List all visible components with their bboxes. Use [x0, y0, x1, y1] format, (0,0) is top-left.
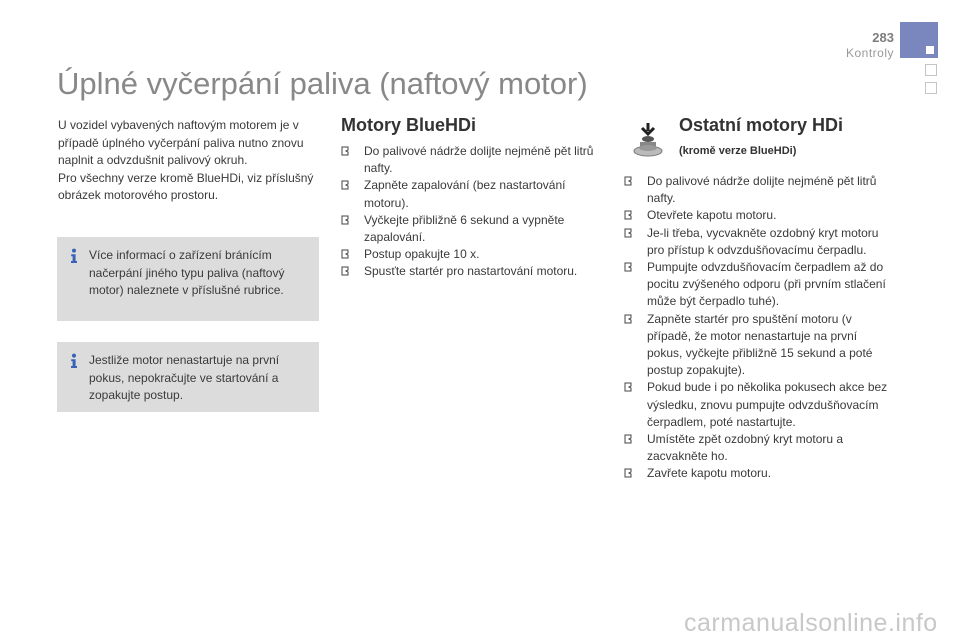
list-item: Zapněte zapalování (bez nastartování motoru).	[341, 177, 606, 211]
info-text: Více informací o zařízení bránícím načerpání jiného typu paliva (naftový motor) naleznete v příslušné rubrice.	[89, 248, 285, 297]
list-item: Do palivové nádrže dolijte nejméně pět litrů nafty.	[624, 173, 892, 207]
pointing-hand-bullet-icon	[341, 180, 350, 190]
pointing-hand-bullet-icon	[624, 176, 633, 186]
info-icon	[66, 248, 82, 264]
list-item: Postup opakujte 10 x.	[341, 246, 606, 263]
other-hdi-subheading: (kromě verze BlueHDi)	[679, 145, 797, 157]
other-hdi-heading: Ostatní motory HDi	[679, 115, 844, 135]
info-icon	[66, 353, 82, 369]
other-hdi-steps	[624, 173, 892, 483]
list-item: Do palivové nádrže dolijte nejméně pět litrů nafty.	[341, 143, 606, 177]
list-item: Umístěte zpět ozdobný kryt motoru a zacvakněte ho.	[624, 431, 892, 465]
section-tab[interactable]	[925, 64, 937, 76]
pointing-hand-bullet-icon	[624, 262, 633, 272]
intro-paragraph: Pro všechny verze kromě BlueHDi, viz příslušný obrázek motorového prostoru.	[58, 170, 314, 202]
list-item: Zavřete kapotu motoru.	[624, 465, 892, 482]
pointing-hand-bullet-icon	[341, 146, 350, 156]
pointing-hand-bullet-icon	[624, 314, 633, 324]
pointing-hand-bullet-icon	[624, 434, 633, 444]
page-number: 283	[872, 30, 894, 45]
pointing-hand-bullet-icon	[624, 382, 633, 392]
section-tab[interactable]	[925, 82, 937, 94]
list-item: Otevřete kapotu motoru.	[624, 207, 892, 224]
list-item: Je-li třeba, vycvakněte ozdobný kryt motoru pro přístup k odvzdušňovacímu čerpadlu.	[624, 225, 892, 259]
pointing-hand-bullet-icon	[624, 228, 633, 238]
bluehdi-heading: Motory BlueHDi	[341, 115, 476, 135]
pointing-hand-bullet-icon	[341, 215, 350, 225]
info-box	[57, 342, 319, 412]
pointing-hand-bullet-icon	[341, 249, 350, 259]
section-name: Kontroly	[845, 46, 894, 60]
page-title: Úplné vyčerpání paliva (naftový motor)	[57, 66, 588, 101]
priming-pump-icon	[632, 122, 664, 158]
list-item: Spusťte startér pro nastartování motoru.	[341, 263, 606, 280]
list-item: Vyčkejte přibližně 6 sekund a vypněte zapalování.	[341, 212, 606, 246]
info-text: Jestliže motor nenastartuje na první pokus, nepokračujte ve startování a zopakujte postup.	[89, 353, 280, 402]
info-box	[57, 237, 319, 321]
pointing-hand-bullet-icon	[341, 266, 350, 276]
pointing-hand-bullet-icon	[624, 210, 633, 220]
list-item: Pumpujte odvzdušňovacím čerpadlem až do pocitu zvýšeného odporu (při prvním stlačení může být čerpadlo tuhé).	[624, 259, 892, 311]
intro-text	[58, 117, 320, 205]
watermark: carmanualsonline.info	[684, 609, 938, 637]
list-item: Zapněte startér pro spuštění motoru (v případě, že motor nenastartuje na první pokus, vyčkejte přibližně 15 sekund a poté postup zopakujte).	[624, 311, 892, 380]
intro-paragraph: U vozidel vybavených naftovým motorem je v případě úplného vyčerpání paliva nutno znovu naplnit a odvzdušnit palivový okruh.	[58, 118, 304, 167]
pointing-hand-bullet-icon	[624, 468, 633, 478]
section-tab-active[interactable]	[900, 22, 938, 58]
list-item: Pokud bude i po několika pokusech akce bez výsledku, znovu pumpujte odvzdušňovacím čerpadlem, poté nastartujte.	[624, 379, 892, 431]
bluehdi-steps	[341, 143, 606, 281]
